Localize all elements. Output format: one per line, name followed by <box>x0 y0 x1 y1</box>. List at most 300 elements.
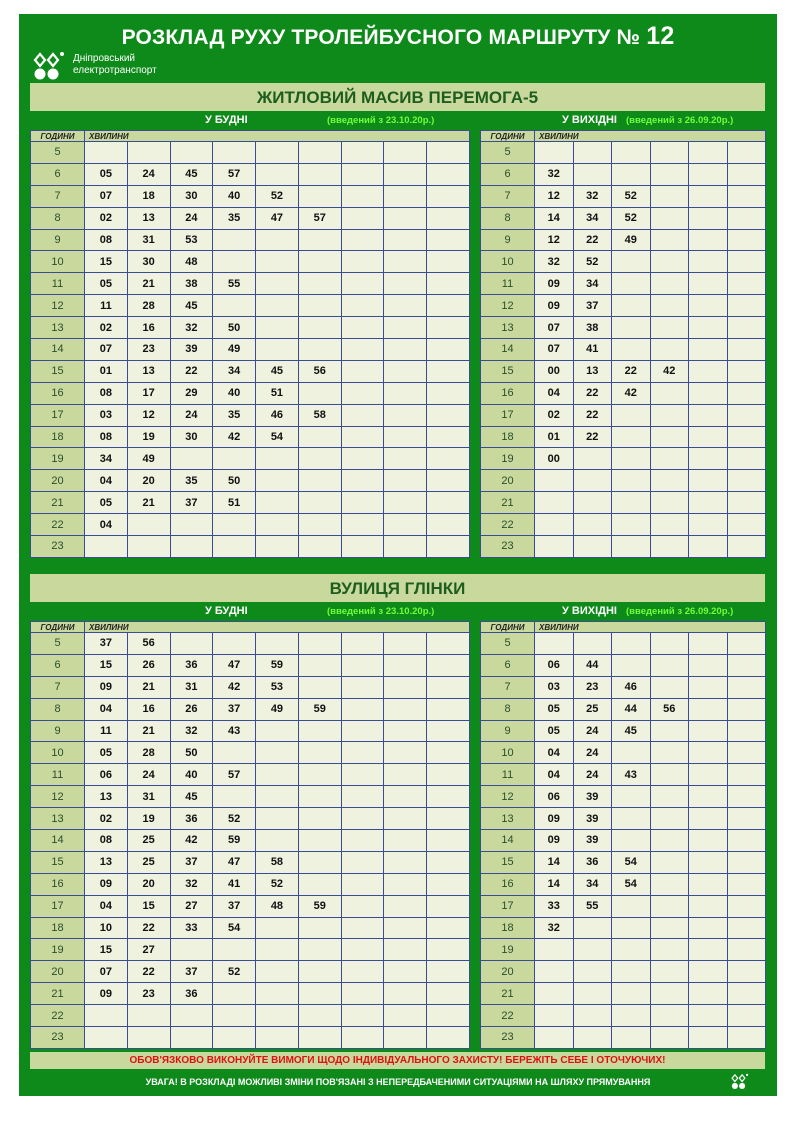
minute-cell <box>384 317 427 339</box>
minute-cell <box>612 295 651 317</box>
schedule-row <box>481 251 766 273</box>
minute-cell <box>727 633 766 655</box>
minute-cell: 35 <box>170 470 213 492</box>
minute-cell <box>727 339 766 361</box>
minute-cell <box>727 830 766 852</box>
minute-cell: 42 <box>213 676 256 698</box>
minute-cell <box>256 317 299 339</box>
schedule-row <box>481 742 766 764</box>
schedule-row <box>31 895 470 917</box>
minute-cell <box>341 382 384 404</box>
minute-cell <box>727 786 766 808</box>
hour-cell: 13 <box>481 317 535 339</box>
minute-cell: 08 <box>85 426 128 448</box>
minute-cell <box>689 360 728 382</box>
minute-cell: 04 <box>535 764 574 786</box>
schedule-row <box>31 426 470 448</box>
minute-cell <box>650 983 689 1005</box>
minute-cell <box>689 961 728 983</box>
minute-cell <box>573 163 612 185</box>
minute-cell <box>727 404 766 426</box>
schedule-row <box>481 295 766 317</box>
minute-cell <box>256 633 299 655</box>
minute-cell <box>213 229 256 251</box>
minute-cell <box>650 207 689 229</box>
minute-cell <box>650 142 689 164</box>
minute-cell: 22 <box>573 229 612 251</box>
minute-cell <box>573 492 612 514</box>
minute-cell <box>612 961 651 983</box>
minute-cell: 59 <box>213 830 256 852</box>
minute-cell <box>612 492 651 514</box>
minute-cell <box>427 470 470 492</box>
minute-cell: 46 <box>256 404 299 426</box>
weekend-timetable <box>480 621 766 1049</box>
minute-cell <box>256 983 299 1005</box>
minute-cell: 14 <box>535 873 574 895</box>
minute-cell <box>689 873 728 895</box>
minute-cell: 03 <box>85 404 128 426</box>
hour-cell: 18 <box>31 426 85 448</box>
minute-cell <box>256 786 299 808</box>
minute-cell <box>341 786 384 808</box>
minute-cell <box>650 536 689 558</box>
minute-cell <box>650 873 689 895</box>
minute-cell: 56 <box>650 698 689 720</box>
column-header-row <box>31 131 470 142</box>
minute-cell: 25 <box>127 830 170 852</box>
schedule-row <box>31 1005 470 1027</box>
minute-cell: 20 <box>127 873 170 895</box>
minute-cell: 01 <box>535 426 574 448</box>
minute-cell <box>650 961 689 983</box>
minute-cell <box>213 983 256 1005</box>
minute-cell: 24 <box>170 207 213 229</box>
minute-cell: 02 <box>535 404 574 426</box>
minute-cell <box>427 895 470 917</box>
minute-cell <box>298 983 341 1005</box>
minute-cell <box>85 536 128 558</box>
minute-cell: 41 <box>573 339 612 361</box>
hours-column-header: ГОДИНИ <box>31 622 85 633</box>
minute-cell: 32 <box>170 317 213 339</box>
schedule-row <box>31 961 470 983</box>
minute-cell <box>427 492 470 514</box>
minute-cell <box>573 1005 612 1027</box>
schedule-row <box>481 273 766 295</box>
hour-cell: 23 <box>481 536 535 558</box>
schedule-row <box>31 808 470 830</box>
minute-cell: 34 <box>573 873 612 895</box>
minute-cell <box>427 983 470 1005</box>
minute-cell: 25 <box>573 698 612 720</box>
minute-cell <box>341 808 384 830</box>
minute-cell <box>298 251 341 273</box>
minute-cell <box>535 1027 574 1049</box>
minute-cell <box>256 1027 299 1049</box>
minute-cell <box>650 939 689 961</box>
schedule-row <box>481 382 766 404</box>
minute-cell: 32 <box>573 185 612 207</box>
minute-cell <box>298 917 341 939</box>
minute-cell <box>650 676 689 698</box>
minute-cell <box>341 514 384 536</box>
schedule-row <box>481 1005 766 1027</box>
minute-cell <box>650 720 689 742</box>
minute-cell <box>689 404 728 426</box>
minute-cell <box>689 633 728 655</box>
minute-cell <box>650 742 689 764</box>
hour-cell: 11 <box>31 764 85 786</box>
schedule-row <box>481 654 766 676</box>
schedule-row <box>31 654 470 676</box>
minute-cell <box>689 448 728 470</box>
schedule-row <box>31 163 470 185</box>
hour-cell: 5 <box>481 142 535 164</box>
minute-cell <box>298 142 341 164</box>
hour-cell: 20 <box>31 470 85 492</box>
company-name <box>73 53 157 77</box>
hour-cell: 21 <box>481 983 535 1005</box>
minute-cell: 21 <box>127 273 170 295</box>
minute-cell <box>573 633 612 655</box>
minute-cell <box>427 698 470 720</box>
minute-cell <box>256 808 299 830</box>
minute-cell <box>689 654 728 676</box>
minute-cell <box>650 1005 689 1027</box>
minute-cell: 38 <box>573 317 612 339</box>
minute-cell <box>612 142 651 164</box>
minute-cell <box>727 983 766 1005</box>
schedule-row <box>31 873 470 895</box>
schedule-row <box>481 939 766 961</box>
minute-cell <box>341 142 384 164</box>
hour-cell: 15 <box>31 851 85 873</box>
minute-cell <box>427 229 470 251</box>
minute-cell <box>650 1027 689 1049</box>
schedule-row <box>481 404 766 426</box>
minute-cell: 51 <box>213 492 256 514</box>
minute-cell <box>384 514 427 536</box>
schedule-row <box>481 676 766 698</box>
schedule-row <box>481 229 766 251</box>
minute-cell <box>256 764 299 786</box>
minute-cell <box>573 536 612 558</box>
minute-cell <box>384 492 427 514</box>
minute-cell <box>612 317 651 339</box>
hour-cell: 11 <box>481 764 535 786</box>
minute-cell <box>650 830 689 852</box>
minute-cell: 20 <box>127 470 170 492</box>
hour-cell: 11 <box>481 273 535 295</box>
minute-cell: 40 <box>213 382 256 404</box>
minute-cell: 50 <box>213 470 256 492</box>
minute-cell <box>213 514 256 536</box>
minute-cell <box>727 851 766 873</box>
minute-cell: 30 <box>127 251 170 273</box>
minute-cell <box>256 251 299 273</box>
minute-cell <box>256 536 299 558</box>
minute-cell <box>427 873 470 895</box>
minute-cell <box>427 917 470 939</box>
minute-cell: 59 <box>256 654 299 676</box>
minute-cell <box>427 742 470 764</box>
minute-cell: 52 <box>256 873 299 895</box>
minute-cell: 46 <box>612 676 651 698</box>
hour-cell: 15 <box>481 851 535 873</box>
minute-cell <box>384 295 427 317</box>
minute-cell: 03 <box>535 676 574 698</box>
hour-cell: 5 <box>31 633 85 655</box>
minute-cell <box>689 426 728 448</box>
minute-cell <box>213 742 256 764</box>
minute-cell <box>384 633 427 655</box>
title-text: РОЗКЛАД РУХУ ТРОЛЕЙБУСНОГО МАРШРУТУ № <box>121 26 641 49</box>
minute-cell <box>298 317 341 339</box>
minute-cell <box>612 470 651 492</box>
minute-cell <box>650 492 689 514</box>
minute-cell: 05 <box>85 163 128 185</box>
minute-cell <box>727 939 766 961</box>
minute-cell <box>689 536 728 558</box>
minute-cell <box>727 426 766 448</box>
minute-cell: 35 <box>213 207 256 229</box>
minute-cell: 55 <box>213 273 256 295</box>
minute-cell <box>256 142 299 164</box>
minute-cell: 30 <box>170 426 213 448</box>
hour-cell: 7 <box>481 185 535 207</box>
minute-cell <box>384 273 427 295</box>
schedule-row <box>31 295 470 317</box>
minute-cell: 23 <box>127 983 170 1005</box>
minute-cell <box>341 939 384 961</box>
minute-cell <box>256 720 299 742</box>
minute-cell <box>384 142 427 164</box>
minute-cell <box>298 470 341 492</box>
schedule-row <box>31 536 470 558</box>
minute-cell <box>612 1027 651 1049</box>
minute-cell <box>298 339 341 361</box>
minute-cell <box>170 1027 213 1049</box>
minute-cell <box>298 514 341 536</box>
minute-cell <box>573 514 612 536</box>
minute-cell <box>535 142 574 164</box>
schedule-row <box>31 676 470 698</box>
minute-cell <box>384 207 427 229</box>
minute-cell: 37 <box>170 492 213 514</box>
minute-cell <box>341 229 384 251</box>
minute-cell <box>573 917 612 939</box>
hour-cell: 8 <box>481 207 535 229</box>
schedule-row <box>31 633 470 655</box>
hour-cell: 17 <box>31 404 85 426</box>
minute-cell <box>612 983 651 1005</box>
hour-cell: 19 <box>481 939 535 961</box>
minute-cell <box>341 207 384 229</box>
minute-cell <box>341 961 384 983</box>
minute-cell <box>689 295 728 317</box>
minute-cell <box>341 676 384 698</box>
minute-cell <box>427 207 470 229</box>
minute-cell <box>384 1027 427 1049</box>
minute-cell: 02 <box>85 808 128 830</box>
hour-cell: 16 <box>481 382 535 404</box>
schedule-row <box>31 1027 470 1049</box>
minute-cell <box>650 185 689 207</box>
hour-cell: 17 <box>481 895 535 917</box>
minute-cell <box>341 698 384 720</box>
hour-cell: 8 <box>31 698 85 720</box>
hour-cell: 6 <box>31 163 85 185</box>
hour-cell: 10 <box>481 742 535 764</box>
minute-cell <box>384 786 427 808</box>
minute-cell <box>689 917 728 939</box>
schedule-row <box>481 917 766 939</box>
minute-cell <box>341 851 384 873</box>
minute-cell: 52 <box>213 808 256 830</box>
weekday-header <box>30 113 469 129</box>
minute-cell <box>535 470 574 492</box>
minute-cell <box>689 339 728 361</box>
minute-cell <box>85 1027 128 1049</box>
minute-cell <box>573 142 612 164</box>
minute-cell: 04 <box>85 698 128 720</box>
minute-cell: 13 <box>85 786 128 808</box>
minute-cell <box>612 404 651 426</box>
minute-cell: 22 <box>127 961 170 983</box>
minute-cell <box>384 961 427 983</box>
schedule-row <box>481 339 766 361</box>
minute-cell <box>427 654 470 676</box>
column-header-row <box>31 622 470 633</box>
minute-cell <box>689 185 728 207</box>
minute-cell <box>341 404 384 426</box>
minute-cell: 31 <box>127 786 170 808</box>
minute-cell <box>298 654 341 676</box>
minute-cell: 12 <box>535 229 574 251</box>
minute-cell <box>727 1027 766 1049</box>
schedule-row <box>481 830 766 852</box>
minute-cell <box>689 720 728 742</box>
minute-cell <box>341 470 384 492</box>
minute-cell <box>85 1005 128 1027</box>
minute-cell <box>650 786 689 808</box>
hours-column-header: ГОДИНИ <box>481 622 535 633</box>
schedule-row <box>481 317 766 339</box>
schedule-row <box>481 360 766 382</box>
minute-cell <box>573 1027 612 1049</box>
minute-cell <box>384 1005 427 1027</box>
minute-cell <box>427 142 470 164</box>
minute-cell: 29 <box>170 382 213 404</box>
minute-cell <box>535 536 574 558</box>
hour-cell: 6 <box>31 654 85 676</box>
minute-cell <box>256 163 299 185</box>
minute-cell <box>689 163 728 185</box>
minute-cell: 57 <box>213 764 256 786</box>
minute-cell <box>256 339 299 361</box>
minute-cell <box>427 1005 470 1027</box>
minute-cell: 36 <box>170 654 213 676</box>
minute-cell <box>213 939 256 961</box>
minute-cell: 05 <box>85 492 128 514</box>
minute-cell: 40 <box>170 764 213 786</box>
minute-cell <box>427 163 470 185</box>
minute-cell <box>535 961 574 983</box>
schedule-row <box>31 470 470 492</box>
minute-cell <box>213 1005 256 1027</box>
minute-cell <box>384 830 427 852</box>
minute-cell: 31 <box>170 676 213 698</box>
schedule-row <box>31 742 470 764</box>
minute-cell <box>612 939 651 961</box>
minute-cell <box>170 448 213 470</box>
footer-warning: УВАГА! В РОЗКЛАДІ МОЖЛИВІ ЗМІНИ ПОВ'ЯЗАНІ З НЕПЕРЕДБАЧЕНИМИ СИТУАЦІЯМИ НА ШЛЯХУ ПРЯМУВАННЯ <box>145 1077 651 1087</box>
minute-cell: 30 <box>170 185 213 207</box>
minute-cell <box>384 654 427 676</box>
minute-cell: 09 <box>535 830 574 852</box>
minute-cell <box>384 676 427 698</box>
minute-cell: 16 <box>127 698 170 720</box>
minute-cell <box>689 764 728 786</box>
schedule-row <box>481 470 766 492</box>
minute-cell <box>341 830 384 852</box>
minute-cell: 08 <box>85 229 128 251</box>
hour-cell: 20 <box>31 961 85 983</box>
minute-cell: 49 <box>256 698 299 720</box>
minute-cell: 49 <box>213 339 256 361</box>
minute-cell: 13 <box>85 851 128 873</box>
minute-cell <box>298 295 341 317</box>
minute-cell <box>298 742 341 764</box>
minute-cell: 37 <box>85 633 128 655</box>
minute-cell <box>384 895 427 917</box>
hour-cell: 12 <box>481 295 535 317</box>
minute-cell <box>573 961 612 983</box>
minute-cell <box>612 426 651 448</box>
minute-cell <box>341 317 384 339</box>
hour-cell: 19 <box>481 448 535 470</box>
minute-cell <box>384 983 427 1005</box>
minute-cell: 47 <box>213 851 256 873</box>
minute-cell <box>256 470 299 492</box>
minute-cell <box>341 536 384 558</box>
minute-cell: 32 <box>535 917 574 939</box>
minute-cell <box>650 382 689 404</box>
schedule-row <box>481 163 766 185</box>
minute-cell: 45 <box>170 163 213 185</box>
minute-cell: 14 <box>535 207 574 229</box>
hour-cell: 22 <box>31 1005 85 1027</box>
minute-cell: 07 <box>85 185 128 207</box>
hour-cell: 9 <box>31 229 85 251</box>
minute-cell <box>127 536 170 558</box>
minute-cell <box>298 633 341 655</box>
minute-cell: 05 <box>85 742 128 764</box>
hour-cell: 18 <box>31 917 85 939</box>
minute-cell: 44 <box>612 698 651 720</box>
minute-cell: 58 <box>256 851 299 873</box>
minute-cell: 26 <box>170 698 213 720</box>
minute-cell: 39 <box>170 339 213 361</box>
minute-cell <box>256 961 299 983</box>
minute-cell <box>213 786 256 808</box>
minute-cell: 05 <box>85 273 128 295</box>
minute-cell <box>650 633 689 655</box>
minute-cell <box>213 251 256 273</box>
minute-cell: 59 <box>298 895 341 917</box>
hour-cell: 18 <box>481 917 535 939</box>
